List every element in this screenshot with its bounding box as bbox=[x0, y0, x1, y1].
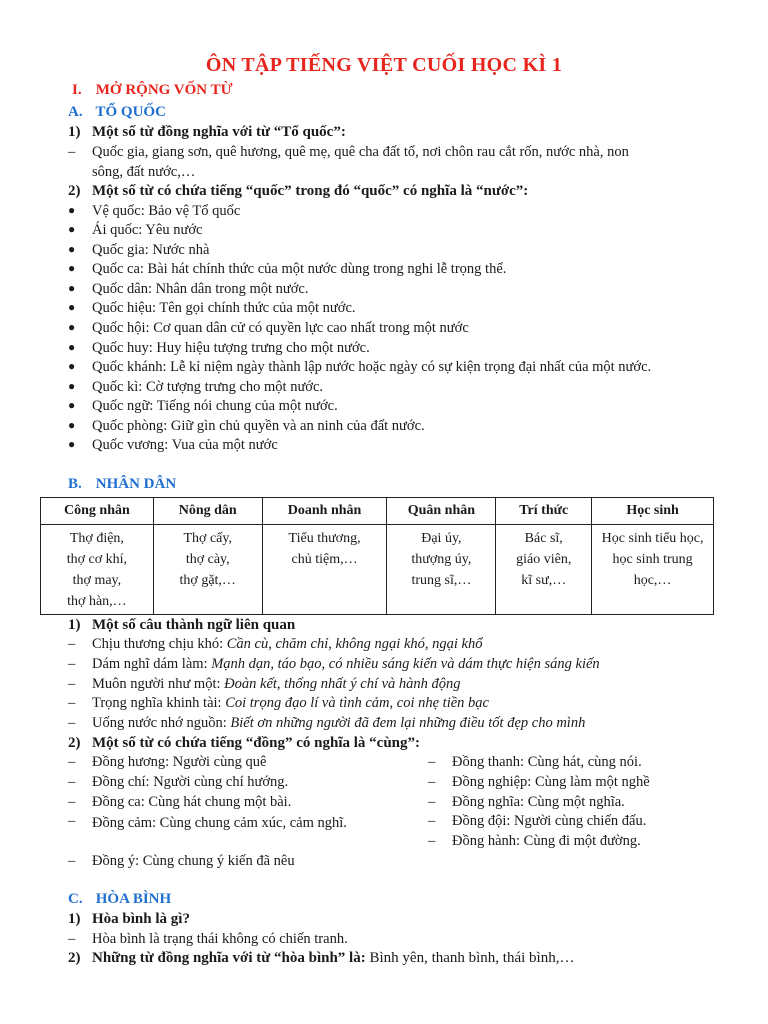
dash-marker: – bbox=[68, 144, 76, 160]
list-item-text: Đồng thanh: Cùng hát, cùng nói. bbox=[452, 754, 642, 770]
bullet-icon: ● bbox=[68, 222, 76, 236]
idiom-term: Chịu thương chịu khó: bbox=[92, 636, 224, 652]
list-item-text: Đồng nghĩa: Cùng một nghĩa. bbox=[452, 794, 625, 810]
list-item-text: Quốc kì: Cờ tượng trưng cho một nước. bbox=[92, 379, 324, 395]
list-item-text: Đồng ý: Cùng chung ý kiến đã nêu bbox=[92, 853, 295, 869]
cell-line: chủ tiệm,… bbox=[291, 552, 358, 567]
cell-line: Thợ điện, bbox=[69, 531, 124, 546]
bullet-icon: ● bbox=[68, 281, 76, 295]
bullet-icon: ● bbox=[68, 203, 76, 217]
table-cell bbox=[387, 525, 496, 615]
table-cell bbox=[41, 525, 154, 615]
question-a2 bbox=[68, 183, 528, 200]
dash-marker: – bbox=[428, 794, 436, 810]
dash-marker: – bbox=[68, 794, 76, 810]
table-row bbox=[41, 525, 714, 615]
cell-line: giáo viên, bbox=[516, 552, 572, 567]
dash-marker: – bbox=[68, 695, 76, 711]
page-title: ÔN TẬP TIẾNG VIỆT CUỐI HỌC KÌ 1 bbox=[205, 54, 563, 76]
list-item bbox=[68, 636, 482, 653]
dash-marker: – bbox=[68, 715, 76, 731]
table-cell bbox=[592, 525, 714, 615]
dash-marker: – bbox=[428, 754, 436, 770]
list-item bbox=[68, 656, 600, 673]
list-item bbox=[68, 754, 266, 771]
list-item-continuation: sông, đất nước,… bbox=[92, 164, 196, 180]
dash-marker: – bbox=[68, 656, 76, 672]
table-cell bbox=[262, 525, 387, 615]
list-item-text: Quốc gia, giang sơn, quê hương, quê mẹ, quê cha đất tổ, nơi chôn rau cắt rốn, nước nhà, non bbox=[92, 144, 629, 160]
list-item-text: Quốc phòng: Giữ gìn chủ quyền và an ninh của đất nước. bbox=[92, 418, 425, 434]
list-item bbox=[68, 853, 295, 870]
question-number: 2) bbox=[68, 183, 81, 199]
subsection-title: HÒA BÌNH bbox=[95, 891, 172, 907]
list-item bbox=[428, 813, 646, 830]
bullet-icon: ● bbox=[68, 398, 76, 412]
list-item bbox=[68, 222, 202, 239]
idiom-meaning: Mạnh dạn, táo bạo, có nhiều sáng kiến và dám thực hiện sáng kiến bbox=[211, 656, 600, 672]
section-heading-1 bbox=[72, 82, 233, 99]
cell-line: thợ cơ khí, bbox=[66, 552, 128, 567]
section-title: MỞ RỘNG VỐN TỪ bbox=[95, 82, 233, 98]
subsection-letter: C. bbox=[68, 891, 83, 907]
list-item-text: Đồng chí: Người cùng chí hướng. bbox=[92, 774, 289, 790]
question-a1 bbox=[68, 124, 346, 141]
list-item-text: Quốc dân: Nhân dân trong một nước. bbox=[92, 281, 309, 297]
bullet-icon: ● bbox=[68, 242, 76, 256]
list-item bbox=[68, 379, 323, 396]
cell-line: Học sinh tiểu học, bbox=[601, 531, 704, 546]
cell-line: kĩ sư,… bbox=[521, 573, 567, 588]
list-item bbox=[68, 320, 469, 337]
list-item bbox=[428, 794, 625, 811]
list-item-text: Quốc huy: Huy hiệu tượng trưng cho một nước. bbox=[92, 340, 370, 356]
dash-marker: – bbox=[428, 813, 436, 829]
subsection-title: TỔ QUỐC bbox=[95, 104, 166, 120]
idiom-meaning: Đoàn kết, thống nhất ý chí và hành động bbox=[224, 676, 461, 692]
list-item bbox=[68, 300, 356, 317]
list-item-text: Quốc vương: Vua của một nước bbox=[92, 437, 278, 453]
cell-line: thợ gặt,… bbox=[179, 573, 236, 588]
question-text: Một số từ đồng nghĩa với từ “Tổ quốc”: bbox=[92, 124, 346, 140]
cell-line: Đại úy, bbox=[421, 531, 462, 546]
dash-marker: – bbox=[428, 774, 436, 790]
list-item bbox=[68, 813, 364, 834]
dash-marker: – bbox=[68, 754, 76, 770]
list-item-text: Đồng đội: Người cùng chiến đấu. bbox=[452, 813, 647, 829]
question-text: Một số câu thành ngữ liên quan bbox=[92, 617, 296, 633]
idiom-meaning: Coi trọng đạo lí và tình cảm, coi nhẹ tiền bạc bbox=[225, 695, 489, 711]
list-item bbox=[68, 418, 425, 435]
list-item bbox=[68, 676, 461, 693]
list-item-text: Quốc ngữ: Tiếng nói chung của một nước. bbox=[92, 398, 338, 414]
question-number: 1) bbox=[68, 911, 81, 927]
idiom-term: Muôn người như một: bbox=[92, 676, 221, 692]
idiom-meaning: Biết ơn những người đã đem lại những điều tốt đẹp cho mình bbox=[230, 715, 586, 731]
list-item bbox=[68, 794, 291, 811]
cell-line: thợ cày, bbox=[185, 552, 230, 567]
bullet-icon: ● bbox=[68, 359, 76, 373]
list-item-text: Ái quốc: Yêu nước bbox=[92, 222, 203, 238]
cell-line: Tiểu thương, bbox=[288, 531, 361, 546]
question-number: 2) bbox=[68, 735, 81, 751]
question-b2 bbox=[68, 735, 420, 752]
table-cell bbox=[496, 525, 592, 615]
dash-marker: – bbox=[68, 636, 76, 652]
question-text: Một số từ có chứa tiếng “quốc” trong đó “quốc” có nghĩa là “nước”: bbox=[92, 183, 529, 199]
list-item-text: Đồng nghiệp: Cùng làm một nghề bbox=[452, 774, 650, 790]
idiom-term: Dám nghĩ dám làm: bbox=[92, 656, 208, 672]
dash-marker: – bbox=[68, 813, 76, 829]
bullet-icon: ● bbox=[68, 340, 76, 354]
bullet-icon: ● bbox=[68, 418, 76, 432]
list-item-text: Quốc hội: Cơ quan dân cử có quyền lực cao nhất trong một nước bbox=[92, 320, 469, 336]
cell-line: Thợ cấy, bbox=[183, 531, 232, 546]
bullet-icon: ● bbox=[68, 379, 76, 393]
list-item-text: Quốc gia: Nước nhà bbox=[92, 242, 210, 258]
list-item-text: Vệ quốc: Bảo vệ Tổ quốc bbox=[92, 203, 241, 219]
table-header: Nông dân bbox=[153, 498, 262, 525]
table-header: Trí thức bbox=[496, 498, 592, 525]
cell-line: trung sĩ,… bbox=[411, 573, 472, 588]
cell-line: thợ may, bbox=[72, 573, 122, 588]
list-item bbox=[68, 398, 338, 415]
idiom-term: Uống nước nhớ nguồn: bbox=[92, 715, 227, 731]
question-number: 1) bbox=[68, 124, 81, 140]
bullet-icon: ● bbox=[68, 320, 76, 334]
question-number: 1) bbox=[68, 617, 81, 633]
table-cell bbox=[153, 525, 262, 615]
cell-line: Bác sĩ, bbox=[524, 531, 563, 546]
question-answer: Bình yên, thanh bình, thái bình,… bbox=[365, 950, 575, 966]
dash-marker: – bbox=[68, 853, 76, 869]
list-item-text: Đồng ca: Cùng hát chung một bài. bbox=[92, 794, 292, 810]
subsection-title: NHÂN DÂN bbox=[95, 476, 177, 492]
list-item bbox=[428, 833, 641, 850]
list-item bbox=[68, 144, 629, 161]
list-item bbox=[68, 931, 348, 948]
list-item-text: Đồng hành: Cùng đi một đường. bbox=[452, 833, 641, 849]
question-c1 bbox=[68, 911, 190, 928]
table-header: Quân nhân bbox=[387, 498, 496, 525]
list-item-text: Quốc hiệu: Tên gọi chính thức của một nước. bbox=[92, 300, 356, 316]
dash-marker: – bbox=[68, 931, 76, 947]
question-text: Hòa bình là gì? bbox=[92, 911, 190, 927]
list-item bbox=[68, 203, 240, 220]
list-item-text: Hòa bình là trạng thái không có chiến tranh. bbox=[92, 931, 348, 947]
list-item bbox=[68, 695, 489, 712]
subsection-letter: A. bbox=[68, 104, 83, 120]
cell-line: học sinh trung học,… bbox=[612, 552, 693, 588]
list-item-text: Đồng hương: Người cùng quê bbox=[92, 754, 267, 770]
cell-line: thợ hàn,… bbox=[67, 594, 127, 609]
list-item-text: Quốc khánh: Lễ kỉ niệm ngày thành lập nước hoặc ngày có sự kiện trọng đại nhất của một nước. bbox=[92, 359, 652, 375]
subsection-heading-a bbox=[68, 104, 166, 121]
question-text: Những từ đồng nghĩa với từ “hòa bình” là: bbox=[92, 950, 366, 966]
bullet-icon: ● bbox=[68, 300, 76, 314]
subsection-letter: B. bbox=[68, 476, 82, 492]
list-item bbox=[68, 715, 585, 732]
question-c2 bbox=[68, 950, 574, 967]
table-header: Công nhân bbox=[41, 498, 154, 525]
list-item bbox=[428, 754, 642, 771]
table-header: Doanh nhân bbox=[262, 498, 387, 525]
subsection-heading-b bbox=[68, 476, 176, 493]
list-item bbox=[68, 437, 278, 454]
cell-line: thượng úy, bbox=[411, 552, 472, 567]
question-b1 bbox=[68, 617, 295, 634]
list-item-text: Quốc ca: Bài hát chính thức của một nước dùng trong nghi lễ trọng thể. bbox=[92, 261, 507, 277]
bullet-icon: ● bbox=[68, 437, 76, 451]
idiom-term: Trọng nghĩa khinh tài: bbox=[92, 695, 222, 711]
idiom-meaning: Cần cù, chăm chỉ, không ngại khó, ngại khổ bbox=[226, 636, 483, 652]
list-item bbox=[68, 359, 651, 376]
dash-marker: – bbox=[68, 774, 76, 790]
nhan-dan-table bbox=[40, 497, 714, 615]
list-item bbox=[68, 281, 308, 298]
dash-marker: – bbox=[428, 833, 436, 849]
bullet-icon: ● bbox=[68, 261, 76, 275]
dash-marker: – bbox=[68, 676, 76, 692]
table-header: Học sinh bbox=[592, 498, 714, 525]
subsection-heading-c bbox=[68, 891, 171, 908]
table-header-row bbox=[41, 498, 714, 525]
section-number: I. bbox=[72, 82, 82, 98]
list-item bbox=[68, 261, 506, 278]
question-text: Một số từ có chứa tiếng “đồng” có nghĩa là “cùng”: bbox=[92, 735, 421, 751]
list-item-text: Đồng cảm: Cùng chung cảm xúc, cảm nghĩ. bbox=[92, 815, 347, 831]
list-item bbox=[68, 340, 370, 357]
list-item bbox=[428, 774, 650, 791]
question-number: 2) bbox=[68, 950, 81, 966]
list-item bbox=[68, 774, 288, 791]
list-item bbox=[68, 242, 209, 259]
